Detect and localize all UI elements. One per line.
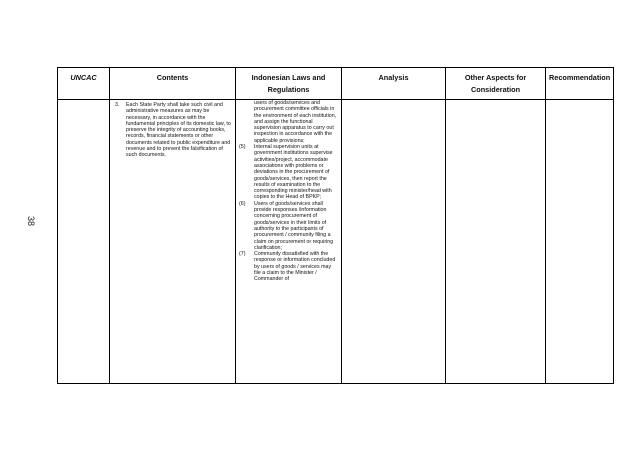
- law-item: [239, 251, 338, 282]
- law-list: [236, 100, 341, 283]
- law-item: [239, 100, 338, 144]
- law-item-text: Internal supervision units at government institutions supervise activities/project, accommodate associations with problems or deviations in the procurement of goods/services, then report the results of examination to the corresponding minister/head with copies to the Head of BPKP;: [254, 144, 333, 201]
- header-analysis: Analysis: [342, 68, 446, 100]
- cell-other-aspects: [446, 100, 546, 384]
- review-table: [57, 67, 614, 384]
- cell-laws: [236, 100, 342, 384]
- table-row: [58, 100, 614, 384]
- law-item-text: users of goods/services and procurement committee officials in the environment of each institution, and assign the functional supervision apparatus to carry out inspection in accordance with the applicable provisions;: [254, 100, 337, 144]
- cell-analysis: [342, 100, 446, 384]
- law-item-number: (7): [239, 251, 246, 258]
- contents-clause: [110, 100, 235, 159]
- header-uncac: UNCAC: [58, 68, 110, 100]
- header-contents: Contents: [110, 68, 236, 100]
- law-item: [239, 144, 338, 201]
- law-item-number: (6): [239, 200, 246, 207]
- header-indonesian-laws: Indonesian Laws and Regulations: [236, 68, 342, 100]
- cell-recommendation: [546, 100, 614, 384]
- law-item-text: Community dissatisfied with the response or information concluded by users of goods / services may file a claim to the Minister / Commander of: [254, 251, 336, 283]
- clause-text: Each State Party shall take such civil and administrative measures as may be necessary, in accordance with the fundamental principles of its domestic law, to preserve the integrity of accounting books, records, financial statements or other documents related to public expenditure and revenue and to prevent the falsification of such documents.: [126, 102, 231, 159]
- clause-number: 3.: [115, 102, 120, 108]
- law-item-number: [239, 100, 254, 144]
- law-item-text: Users of goods/services shall provide responses /information concerning procurement of goods/services in their limits of authority to the participants of procurement / community filing a claim on procurement or requiring clarification;: [254, 200, 334, 251]
- cell-uncac: [58, 100, 110, 384]
- law-item: [239, 201, 338, 251]
- law-item-number: (5): [239, 144, 246, 151]
- header-row: [58, 68, 614, 100]
- page-number: 38: [26, 215, 37, 227]
- header-recommendation: Recommendation: [546, 68, 614, 100]
- header-other-aspects: Other Aspects for Consideration: [446, 68, 546, 100]
- cell-contents: [110, 100, 236, 384]
